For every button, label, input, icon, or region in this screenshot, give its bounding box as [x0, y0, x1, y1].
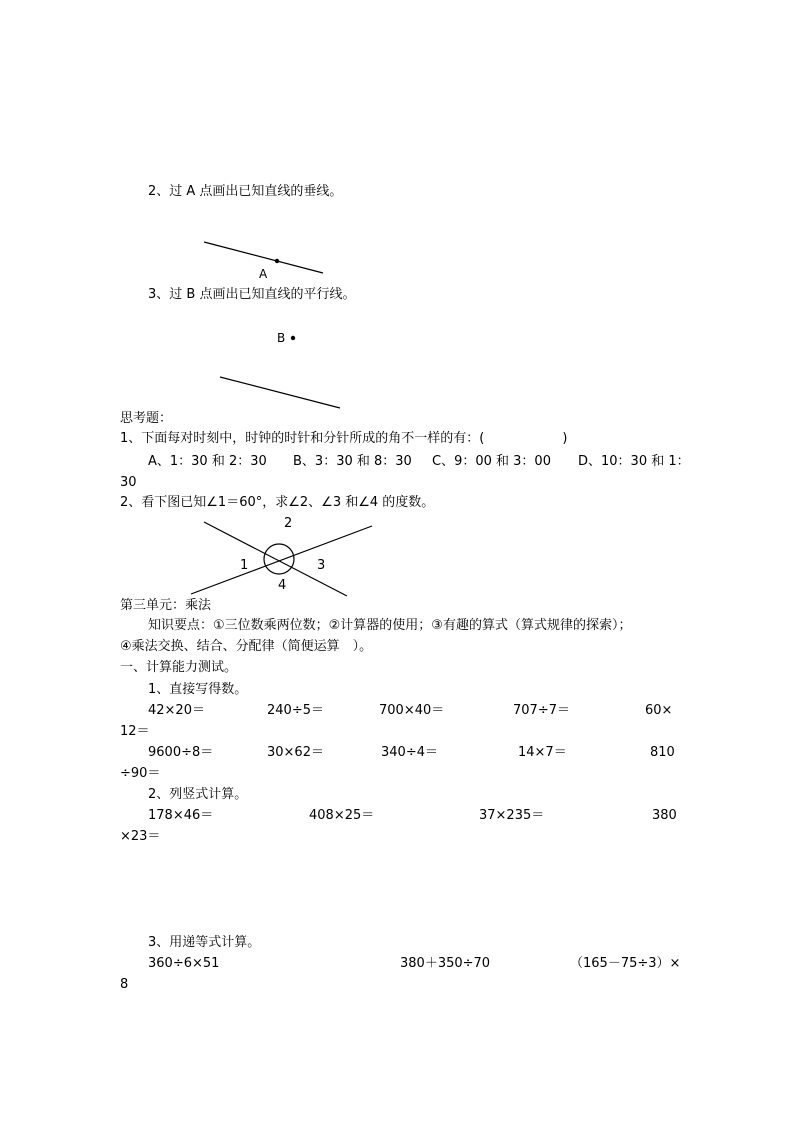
- option-b: B、3：30 和 8：30: [293, 454, 412, 469]
- problem: 178×46＝: [148, 808, 214, 823]
- problem: 30×62＝: [267, 745, 324, 760]
- problem: 9600÷8＝: [148, 745, 214, 760]
- thinking-question-2: 2、看下图已知∠1＝60°，求∠2、∠3 和∠4 的度数。: [120, 495, 435, 510]
- problem: 380: [652, 808, 677, 823]
- problem: 707÷7＝: [513, 703, 570, 718]
- problem-continued: ×23＝: [120, 829, 161, 844]
- point-a-label: A: [259, 267, 268, 281]
- subsection-direct: 1、直接写得数。: [148, 682, 248, 697]
- problem: 60×: [645, 703, 673, 718]
- problem: 408×25＝: [309, 808, 375, 823]
- problem: 14×7＝: [518, 745, 567, 760]
- angle-circle: [264, 544, 294, 574]
- angle-label-3: 3: [317, 558, 326, 573]
- subsection-stepwise: 3、用递等式计算。: [148, 935, 261, 950]
- problem: 810: [650, 745, 675, 760]
- knowledge-points-line-1: 知识要点：①三位数乘两位数；②计算器的使用；③有趣的算式（算式规律的探索）；: [148, 618, 632, 633]
- problem: 240÷5＝: [267, 703, 324, 718]
- unit3-heading: 第三单元：乘法: [120, 598, 212, 613]
- problem: 360÷6×51: [148, 956, 220, 971]
- option-c: C、9：00 和 3：00: [432, 454, 551, 469]
- angle-label-4: 4: [278, 578, 287, 593]
- thinking-question-1: 1、下面每对时刻中，时钟的时针和分针所成的角不一样的有：( ): [120, 431, 568, 446]
- thinking-heading: 思考题：: [120, 411, 173, 426]
- option-d: D、10：30 和 1：: [578, 454, 690, 469]
- subsection-vertical: 2、列竖式计算。: [148, 787, 248, 802]
- problem: 37×235＝: [479, 808, 545, 823]
- problem: 42×20＝: [148, 703, 205, 718]
- problem-continued: 8: [120, 977, 129, 992]
- point-a-dot: [275, 259, 279, 263]
- point-b-label: B: [277, 331, 286, 345]
- question-perpendicular: 2、过 A 点画出已知直线的垂线。: [148, 184, 343, 199]
- section-heading: 一、计算能力测试。: [120, 660, 238, 675]
- problem: 380＋350÷70: [400, 956, 491, 971]
- question-parallel: 3、过 B 点画出已知直线的平行线。: [148, 287, 356, 302]
- problem-continued: ÷90＝: [120, 766, 161, 781]
- problem-continued: 12＝: [120, 724, 150, 739]
- point-b-dot: [291, 336, 295, 340]
- problem: 700×40＝: [379, 703, 445, 718]
- knowledge-points-line-2: ④乘法交换、结合、分配律（简便运算 ）。: [120, 639, 373, 654]
- option-a: A、1：30 和 2：30: [148, 454, 267, 469]
- angle-label-1: 1: [240, 558, 249, 573]
- problem: 340÷4＝: [381, 745, 438, 760]
- option-d-continued: 30: [120, 475, 137, 490]
- angle-label-2: 2: [284, 516, 293, 531]
- intersecting-line-1: [204, 522, 347, 596]
- problem: （165－75÷3）×: [570, 956, 681, 971]
- given-line-b: [220, 377, 340, 408]
